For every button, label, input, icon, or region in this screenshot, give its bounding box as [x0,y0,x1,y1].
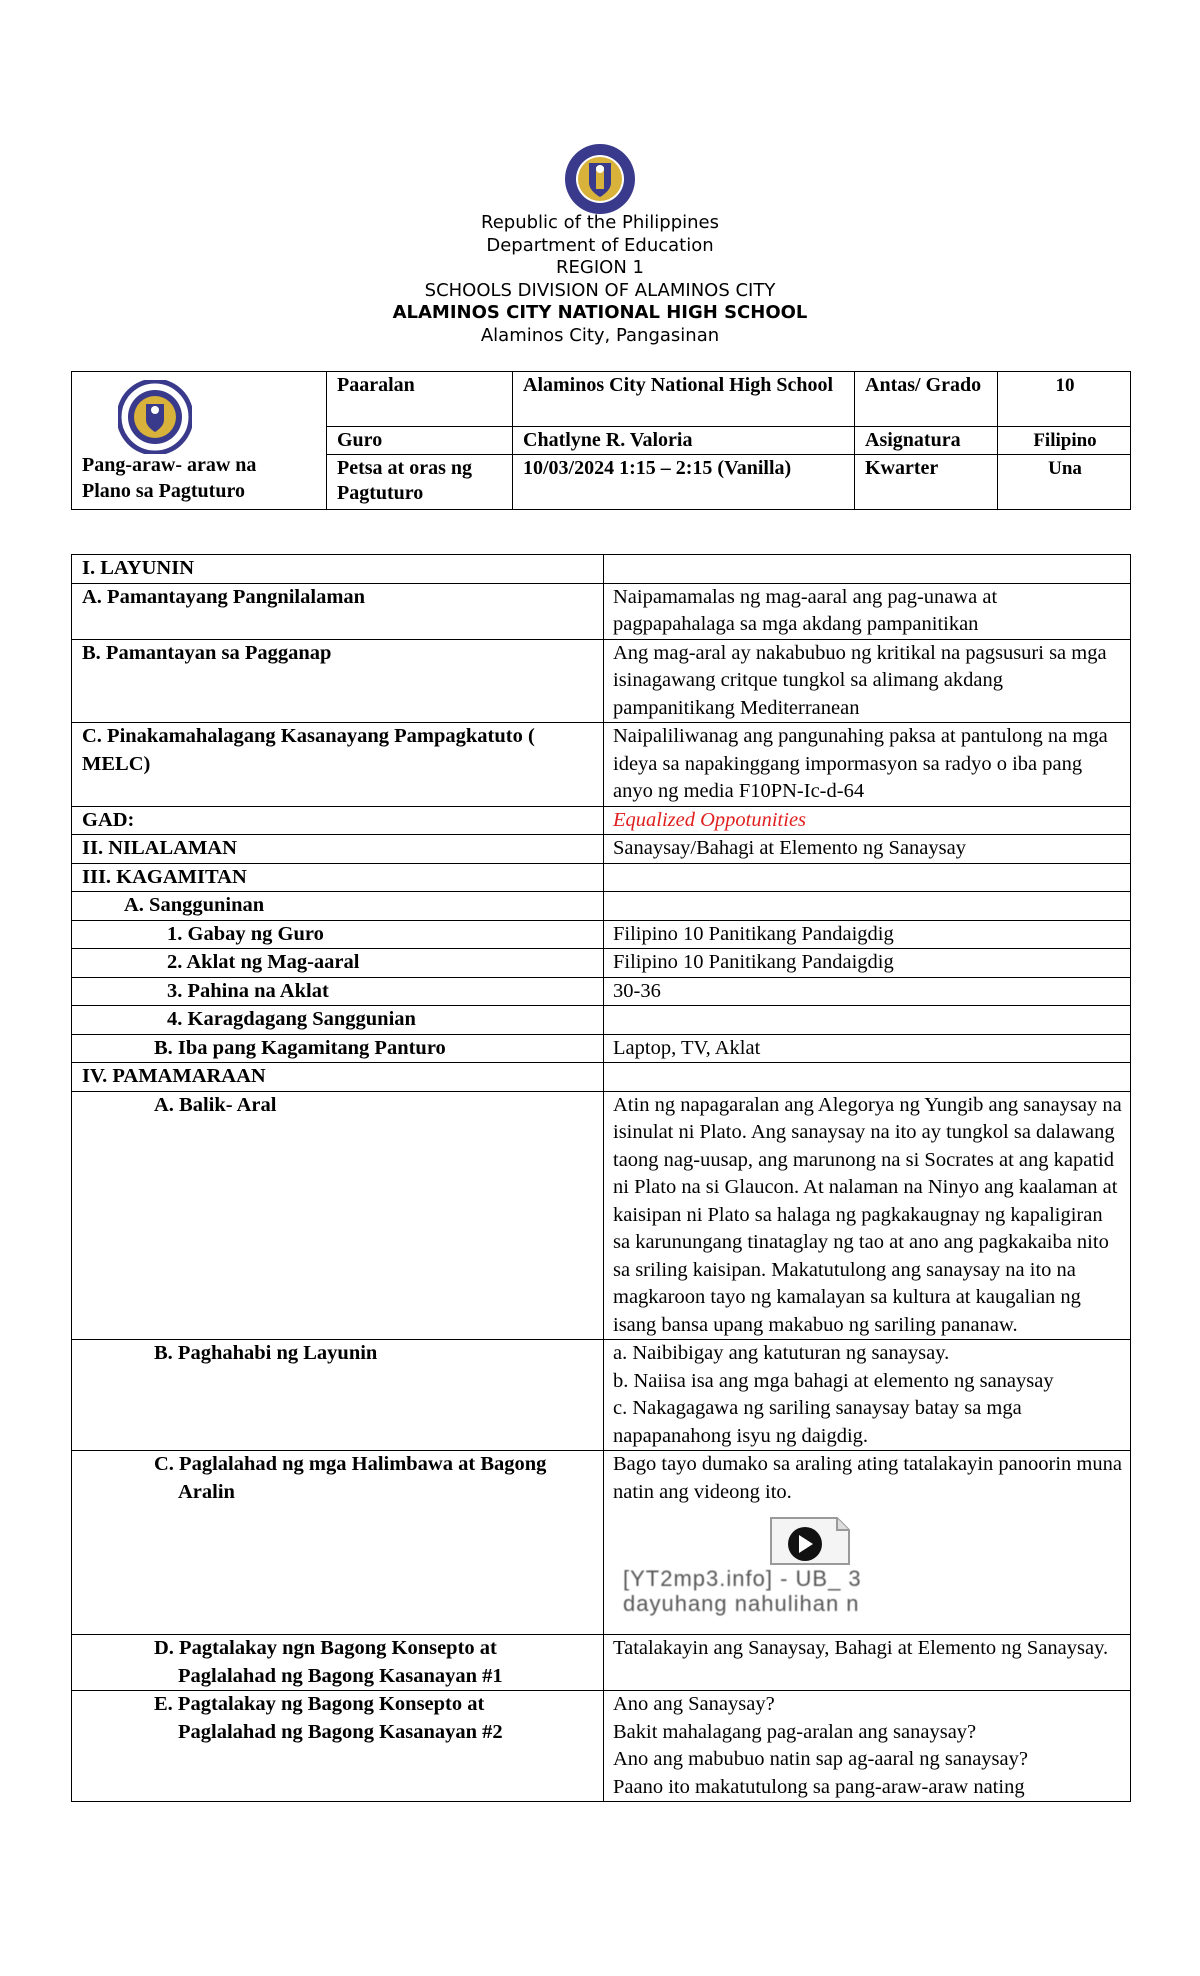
pagtalakay2-label [72,1691,604,1802]
table-row [72,1691,1131,1802]
karagdagang-label: 4. Karagdagang Sanggunian [72,1006,604,1035]
table-row [72,1034,1131,1063]
gabay-value: Filipino 10 Panitikang Pandaigdig [604,920,1131,949]
plan-title-line: Pang-araw- araw na [82,454,257,476]
table-row [72,920,1131,949]
list-item: Paano ito makatutulong sa pang-araw-araw nating [613,1775,1025,1798]
table-row [72,1340,1131,1451]
aklat-value: Filipino 10 Panitikang Pandaigdig [604,949,1131,978]
asignatura-label: Asignatura [855,427,998,455]
pagtalakay1-label-line: Paglalahad ng Bagong Kasanayan #1 [178,1664,503,1687]
empty-cell [604,892,1131,921]
table-row [72,949,1131,978]
table-row [72,555,1131,584]
video-caption-line: [YT2mp3.info] - UB_ 3 [623,1566,862,1591]
header-line: SCHOOLS DIVISION OF ALAMINOS CITY [424,279,776,301]
table-row [72,1091,1131,1340]
pahina-value: 30-36 [604,977,1131,1006]
video-caption-line: dayuhang nahulihan n [623,1591,860,1616]
pamantayang-label: A. Pamantayang Pangnilalaman [72,583,604,639]
plan-title-cell [72,372,327,510]
table-row [72,1063,1131,1092]
table-row [72,806,1131,835]
pagtalakay1-label [72,1635,604,1691]
asignatura-value: Filipino [998,427,1131,455]
melc-label: C. Pinakamahalagang Kasanayang Pampagkatuto ( MELC) [72,723,604,807]
guro-label: Guro [327,427,513,455]
pamantayang-value: Naipamamalas ng mag-aaral ang pag-unawa at pagpapahalaga sa mga akdang pampanitikan [604,583,1131,639]
header-line: Republic of the Philippines [481,212,719,233]
agency-header [0,212,1200,347]
video-file-icon [613,1506,913,1566]
video-attachment[interactable] [613,1506,1122,1634]
nilalaman-label: II. NILALAMAN [72,835,604,864]
iba-label: B. Iba pang Kagamitang Panturo [72,1034,604,1063]
iba-value: Laptop, TV, Aklat [604,1034,1131,1063]
table-row [72,1006,1131,1035]
paghahabi-value [604,1340,1131,1451]
table-row [72,863,1131,892]
antas-value: 10 [998,372,1131,427]
table-row [72,977,1131,1006]
antas-label: Antas/ Grado [855,372,998,427]
aklat-label: 2. Aklat ng Mag-aaral [72,949,604,978]
list-item: b. Naiisa isa ang mga bahagi at elemento ng sanaysay [613,1369,1054,1392]
deped-seal-icon [564,143,636,215]
kwarter-label: Kwarter [855,455,998,510]
sangguninan-label: A. Sangguninan [72,892,604,921]
info-table [71,371,1131,510]
kwarter-value: Una [998,455,1131,510]
table-row [72,835,1131,864]
pagtalakay2-value [604,1691,1131,1802]
paglalahad-label-line: Aralin [178,1480,235,1503]
paaralan-label: Paaralan [327,372,513,427]
balik-label: A. Balik- Aral [72,1091,604,1340]
balik-value: Atin ng napagaralan ang Alegorya ng Yungib ang sanaysay na isinulat ni Plato. Ang sanaysay na ito ay tungkol sa dalawang taong nag-uusap, ang marunong na si Socrates at ang kapatid ni Plato na si Glaucon. At nalaman na Ninyo ang kaalaman at kaisipan ni Plato sa halaga ng pagkakaugnay ng kapaligiran sa karunungang tinataglay ng tao at ano ang pagkakaiba nito sa sriling kaisipan. Makatutulong ang sanaysay na ito na magkaroon tayo ng kamalayan sa kultura at kaugalian ng isang bansa upang makabuo ng sariling pananaw. [604,1091,1131,1340]
layunin-heading: I. LAYUNIN [72,555,604,584]
gad-value: Equalized Oppotunities [604,806,1131,835]
pagtalakay1-label-line: D. Pagtalakay ngn Bagong Konsepto at [154,1637,497,1659]
table-row [72,723,1131,807]
empty-cell [604,1006,1131,1035]
table-row [72,639,1131,723]
pagganap-value: Ang mag-aral ay nakabubuo ng kritikal na pagsusuri sa mga isinagawang critque tungkol sa alimang akdang pampanitikang Mediterranean [604,639,1131,723]
table-row [72,1451,1131,1635]
plan-title-line: Plano sa Pagtuturo [82,480,245,502]
melc-value: Naipaliliwanag ang pangunahing paksa at pantulong na mga ideya sa napakinggang impormasyon sa radyo o iba pang anyo ng media F10PN-Ic-d-64 [604,723,1131,807]
pagganap-label: B. Pamantayan sa Pagganap [72,639,604,723]
header-line: REGION 1 [556,257,644,278]
school-location: Alaminos City, Pangasinan [480,324,720,346]
pagtalakay2-label-line: E. Pagtalakay ng Bagong Konsepto at [154,1693,485,1715]
lesson-plan-table [71,554,1131,1802]
list-item: Bakit mahalagang pag-aralan ang sanaysay? [613,1720,977,1743]
pahina-label: 3. Pahina na Aklat [72,977,604,1006]
empty-cell [604,555,1131,584]
table-row [72,1635,1131,1691]
petsa-label: Petsa at oras ng Pagtuturo [327,455,513,510]
table-row [72,583,1131,639]
gabay-label: 1. Gabay ng Guro [72,920,604,949]
empty-cell [604,1063,1131,1092]
list-item: c. Nakagagawa ng sariling sanaysay batay sa mga napapanahong isyu ng daigdig. [613,1397,1022,1447]
header-line: Department of Education [486,234,714,256]
paglalahad-text: Bago tayo dumako sa araling ating tatalakayin panoorin muna natin ang videong ito. [613,1453,1122,1503]
paglalahad-label-line: C. Paglalahad ng mga Halimbawa at Bagong [154,1453,547,1475]
petsa-value: 10/03/2024 1:15 – 2:15 (Vanilla) [513,455,855,510]
gad-label: GAD: [72,806,604,835]
pagtalakay1-value: Tatalakayin ang Sanaysay, Bahagi at Elemento ng Sanaysay. [604,1635,1131,1691]
division-seal-icon [118,380,192,454]
empty-cell [604,863,1131,892]
nilalaman-value: Sanaysay/Bahagi at Elemento ng Sanaysay [604,835,1131,864]
list-item: a. Naibibigay ang katuturan ng sanaysay. [613,1342,950,1364]
guro-value: Chatlyne R. Valoria [513,427,855,455]
pagtalakay2-label-line: Paglalahad ng Bagong Kasanayan #2 [178,1720,503,1743]
school-name: ALAMINOS CITY NATIONAL HIGH SCHOOL [392,302,808,323]
list-item: Ano ang mabubuo natin sap ag-aaral ng sanaysay? [613,1748,1028,1770]
paglalahad-value [604,1451,1131,1635]
table-row [72,892,1131,921]
paaralan-value: Alaminos City National High School [513,372,855,427]
paghahabi-label: B. Paghahabi ng Layunin [72,1340,604,1451]
pamamaraan-label: IV. PAMAMARAAN [72,1063,604,1092]
paglalahad-label [72,1451,604,1635]
list-item: Ano ang Sanaysay? [613,1693,775,1715]
kagamitan-label: III. KAGAMITAN [72,863,604,892]
